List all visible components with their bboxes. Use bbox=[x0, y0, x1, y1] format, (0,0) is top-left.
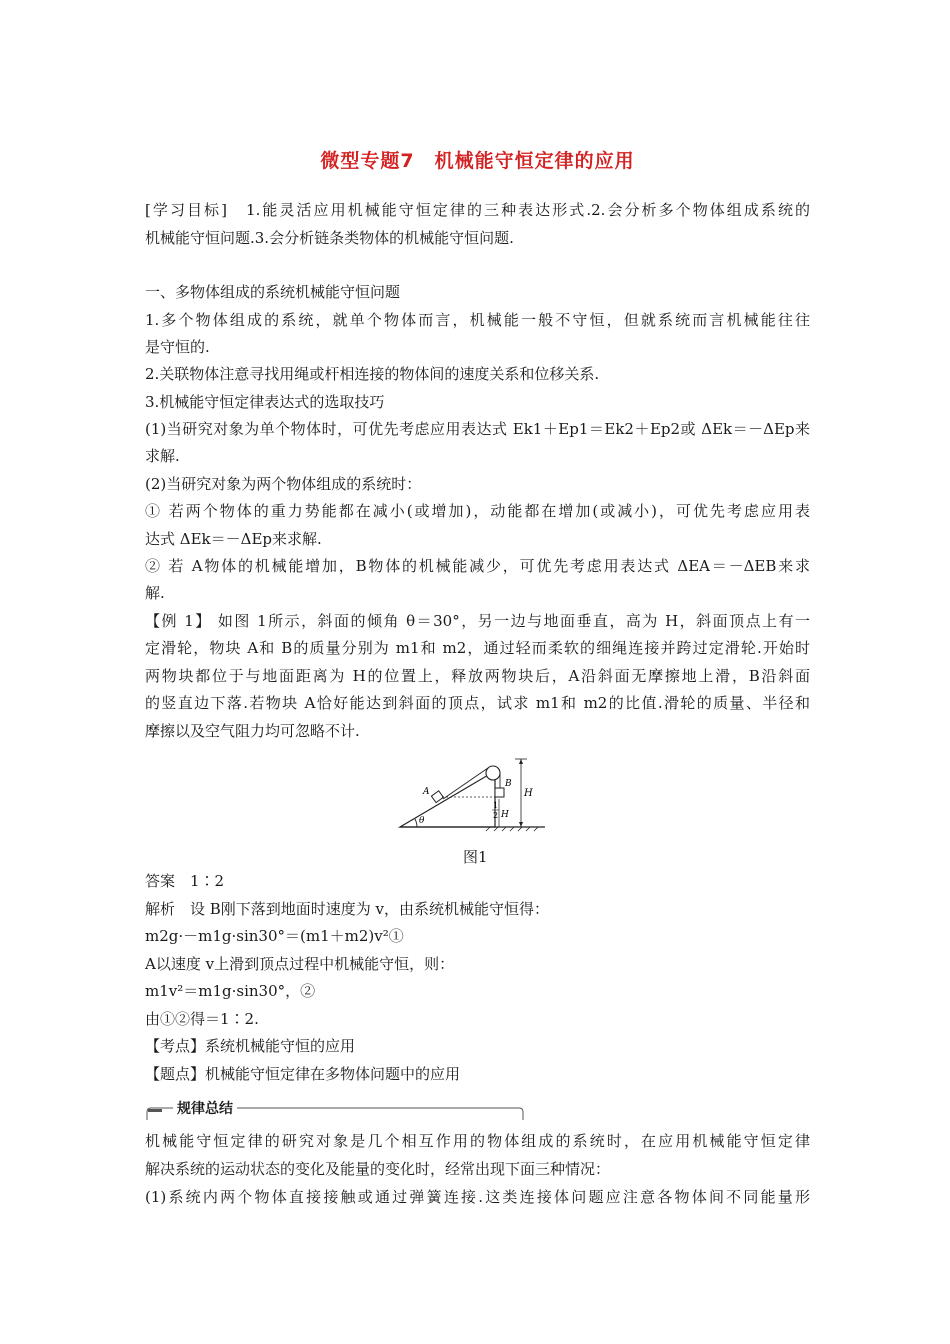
summary-label: 规律总结 bbox=[173, 1098, 237, 1118]
half-height-label: H bbox=[501, 810, 509, 820]
block-a-label: A bbox=[423, 787, 430, 797]
example-line: 的竖直边下落.若物块 A恰好能达到斜面的顶点，试求 m1和 m2的比值.滑轮的质量、半径和 bbox=[145, 694, 810, 712]
kaodian-line: 【考点】系统机械能守恒的应用 bbox=[145, 1037, 356, 1055]
block-b-label: B bbox=[505, 779, 512, 789]
incline-pulley-figure bbox=[395, 757, 555, 832]
solution-line: m2g·－m1g·sin30°＝(m1＋m2)v²① bbox=[145, 927, 404, 945]
rope-incline bbox=[443, 768, 488, 799]
solution-line: 解析 设 B刚下落到地面时速度为 v，由系统机械能守恒得： bbox=[145, 900, 550, 918]
section-line: ② 若 A物体的机械能增加，B物体的机械能减少，可优先考虑用表达式 ΔEA＝－ΔEB来求 bbox=[145, 557, 810, 575]
section-line: 3.机械能守恒定律表达式的选取技巧 bbox=[145, 393, 385, 411]
example-line: 摩擦以及空气阻力均可忽略不计. bbox=[145, 722, 360, 740]
summary-line: (1)系统内两个物体直接接触或通过弹簧连接.这类连接体问题应注意各物体间不同能量形 bbox=[145, 1188, 810, 1206]
section-line: 1.多个物体组成的系统，就单个物体而言，机械能一般不守恒，但就系统而言机械能往往 bbox=[145, 311, 810, 329]
section-line: (2)当研究对象为两个物体组成的系统时： bbox=[145, 475, 422, 493]
summary-line: 解决系统的运动状态的变化及能量的变化时，经常出现下面三种情况： bbox=[145, 1160, 611, 1178]
example-line: 定滑轮，物块 A和 B的质量分别为 m1和 m2，通过轻而柔软的细绳连接并跨过定滑轮.开始时 bbox=[145, 639, 810, 657]
section-line: 达式 ΔEk＝－ΔEp来求解. bbox=[145, 530, 322, 548]
example-line: 【例 1】 如图 1所示，斜面的倾角 θ＝30°，另一边与地面垂直，高为 H，斜面顶点上有一 bbox=[145, 612, 810, 630]
objectives-line-2: 机械能守恒问题.3.会分析链条类物体的机械能守恒问题. bbox=[145, 229, 514, 247]
height-arrow-down bbox=[519, 822, 523, 827]
incline-slope bbox=[400, 771, 495, 827]
summary-line: 机械能守恒定律的研究对象是几个相互作用的物体组成的系统时，在应用机械能守恒定律 bbox=[145, 1132, 810, 1150]
section-line: ① 若两个物体的重力势能都在减小(或增加)，动能都在增加(或减小)，可优先考虑应用表 bbox=[145, 502, 810, 520]
solution-line: m1v²＝m1g·sin30°，② bbox=[145, 982, 316, 1000]
block-b bbox=[495, 788, 504, 797]
pulley bbox=[486, 766, 500, 780]
example-line: 两物块都位于与地面距离为 H的位置上，释放两物块后，A沿斜面无摩擦地上滑，B沿斜面 bbox=[145, 667, 810, 685]
solution-line: 由①②得＝1∶2. bbox=[145, 1010, 259, 1028]
half-numerator: 1 bbox=[493, 801, 499, 810]
page-title: 微型专题7 机械能守恒定律的应用 bbox=[320, 150, 635, 172]
theta-label: θ bbox=[419, 816, 425, 826]
half-denominator: 2 bbox=[493, 811, 499, 820]
objectives-line-1: [学习目标] 1.能灵活应用机械能守恒定律的三种表达形式.2.会分析多个物体组成系统的 bbox=[145, 201, 810, 219]
section-line: 是守恒的. bbox=[145, 338, 210, 356]
answer: 答案 1∶2 bbox=[145, 872, 225, 890]
tidian-line: 【题点】机械能守恒定律在多物体问题中的应用 bbox=[145, 1065, 461, 1083]
angle-arc bbox=[415, 819, 417, 827]
figure-caption: 图1 bbox=[463, 848, 488, 866]
section-line: 解. bbox=[145, 584, 165, 602]
section-line: 求解. bbox=[145, 447, 180, 465]
section-line: (1)当研究对象为单个物体时，可优先考虑应用表达式 Ek1＋Ep1＝Ek2＋Ep2或 ΔEk＝－ΔEp来 bbox=[145, 420, 810, 438]
height-arrow-up bbox=[519, 759, 523, 764]
block-a bbox=[431, 791, 443, 803]
height-label: H bbox=[524, 788, 533, 799]
section-line: 2.关联物体注意寻找用绳或杆相连接的物体间的速度关系和位移关系. bbox=[145, 365, 600, 383]
solution-line: A以速度 v上滑到顶点过程中机械能守恒，则： bbox=[145, 955, 455, 973]
section-heading: 一、多物体组成的系统机械能守恒问题 bbox=[145, 283, 401, 301]
